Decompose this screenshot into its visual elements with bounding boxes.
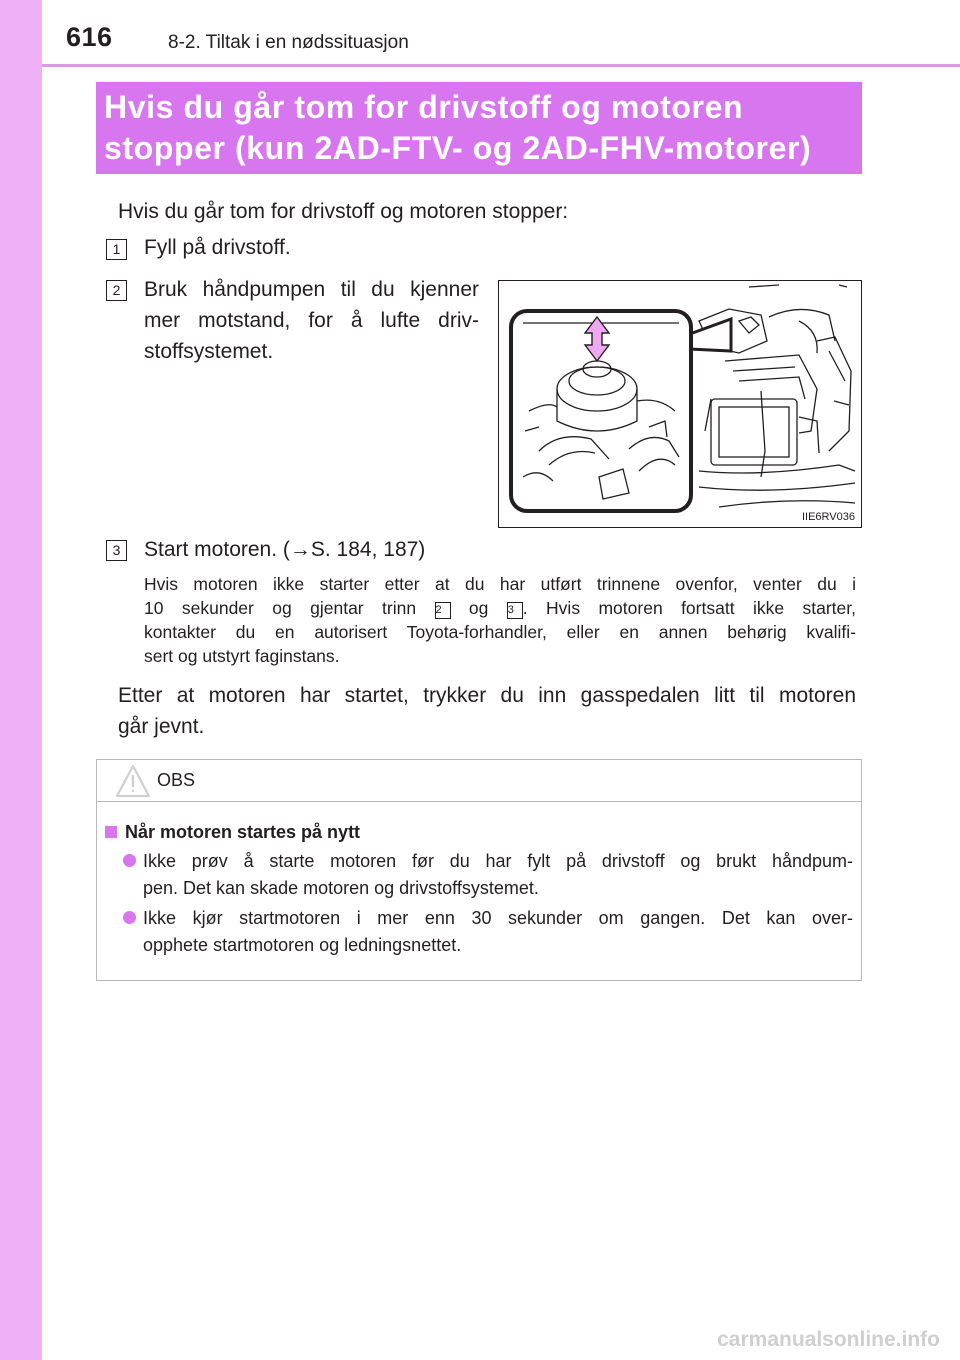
step-1-number: 1 [106,239,127,260]
note-line-2-start: 10 sekunder og gjentar trinn [144,598,417,618]
side-strip [0,0,42,1360]
after-start-line-1: Etter at motoren har startet, trykker du inn gasspedalen litt til motoren [118,684,856,707]
figure-illustration [499,281,862,528]
obs-item-2-line-2: opphete startmotoren og ledningsnettet. [143,935,462,955]
square-bullet-icon [105,826,117,838]
obs-item-2-text [143,905,853,959]
after-start-line-2: går jevnt. [118,715,205,738]
step-3-text: Start motoren. (→S. 184, 187) [144,538,426,561]
section-label: 8-2. Tiltak i en nødssituasjon [168,32,409,53]
bullet-dot-icon [123,911,136,924]
obs-item-1 [123,848,853,902]
obs-item-1-line-1: Ikke prøv å starte motoren før du har fylt på drivstoff og brukt håndpum- [143,851,853,871]
title-line-1: Hvis du går tom for drivstoff og motoren [104,89,744,125]
obs-item-1-text [143,848,853,902]
after-start-text [118,680,856,742]
note-line-4: sert og utstyrt faginstans. [144,646,340,666]
ref-step-3: 3 [507,602,523,619]
header-rule [42,64,960,67]
warning-triangle-icon [115,764,151,798]
note-line-2-end: . Hvis motoren fortsatt ikke starter, [522,598,856,618]
title-line-2: stopper (kun 2AD-FTV- og 2AD-FHV-motorer) [104,130,812,166]
step-2-text [144,274,479,367]
step-2-line-3: stoffsystemet. [144,340,274,363]
ref-step-2: 2 [435,602,451,619]
page-number: 616 [66,22,113,52]
watermark: carmanualsonline.info [717,1328,940,1351]
bullet-dot-icon [123,854,136,867]
title-banner [96,82,862,174]
note-line-1: Hvis motoren ikke starter etter at du har utført trinnene ovenfor, venter du i [144,574,856,594]
obs-item-2 [123,905,853,959]
figure-engine-bay [498,280,862,528]
intro-text: Hvis du går tom for drivstoff og motoren stopper: [118,200,569,223]
figure-code: IIE6RV036 [801,511,855,523]
note-line-3: kontakter du en autorisert Toyota-forhandler, eller en annen behørig kvalifi- [144,622,856,642]
obs-caution-box [96,759,862,981]
obs-label: OBS [157,770,196,790]
note-line-2 [144,596,856,620]
obs-heading-text: Når motoren startes på nytt [125,822,361,842]
note-line-2-og: og [468,598,489,618]
obs-heading [105,822,360,843]
step-1-text: Fyll på drivstoff. [144,236,291,259]
retry-note [144,572,856,668]
obs-header [97,760,861,802]
step-3-number: 3 [106,540,127,561]
step-2-line-1: Bruk håndpumpen til du kjenner [144,278,479,301]
step-2-number: 2 [106,280,127,301]
obs-item-2-line-1: Ikke kjør startmotoren i mer enn 30 sekunder om gangen. Det kan over- [143,908,853,928]
step-2-line-2: mer motstand, for å lufte driv- [144,309,479,332]
obs-item-1-line-2: pen. Det kan skade motoren og drivstoffsystemet. [143,878,539,898]
